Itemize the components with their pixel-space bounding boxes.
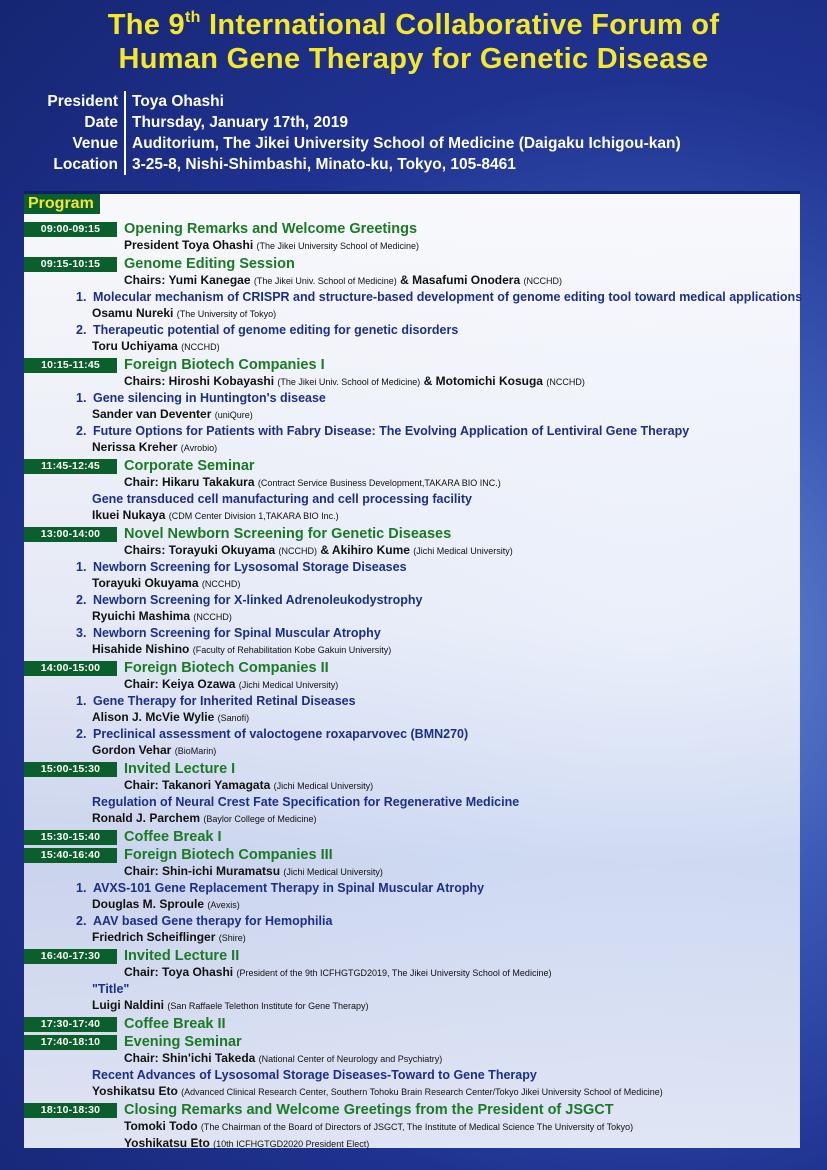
session-speaker: Tomoki Todo (The Chairman of the Board of Directors of JSGCT, The Institute of Medical Science The University of Tokyo)	[124, 1119, 634, 1133]
session-title: Coffee Break II	[124, 1016, 226, 1032]
session-chair: Chair: Shin'ichi Takeda (National Center of Neurology and Psychiatry)	[124, 1051, 443, 1065]
talk-speaker: Douglas M. Sproule (Avexis)	[92, 897, 240, 911]
session-time: 15:40-16:40	[24, 848, 117, 863]
session-title: Coffee Break I	[124, 829, 222, 845]
session-title: Foreign Biotech Companies III	[124, 847, 333, 863]
session-time: 10:15-11:45	[24, 358, 117, 373]
session-time: 09:15-10:15	[24, 257, 117, 272]
event-info	[0, 91, 681, 175]
talk-title: 2. Newborn Screening for X-linked Adrenoleukodystrophy	[76, 593, 423, 607]
session-invited-lecture-2	[24, 948, 800, 1014]
session-chair: Chair: Shin-ichi Muramatsu (Jichi Medical University)	[124, 864, 383, 878]
forum-title	[0, 8, 827, 76]
session-title: Invited Lecture I	[124, 761, 236, 777]
session-president: President Toya Ohashi (The Jikei University School of Medicine)	[124, 238, 420, 252]
program-heading: Program	[24, 194, 100, 214]
talk-speaker: Torayuki Okuyama (NCCHD)	[92, 576, 241, 590]
talk-title: 2. Preclinical assessment of valoctogene roxaparvovec (BMN270)	[76, 727, 469, 741]
session-coffee-break-1	[24, 829, 800, 845]
session-title: Invited Lecture II	[124, 948, 240, 964]
talk-title: 2. AAV based Gene therapy for Hemophilia	[76, 914, 333, 928]
talk-title: "Title"	[92, 982, 130, 996]
title-superscript: th	[184, 9, 201, 26]
session-title: Foreign Biotech Companies I	[124, 357, 325, 373]
session-evening-seminar	[24, 1034, 800, 1100]
talk-speaker: Sander van Deventer (uniQure)	[92, 407, 253, 421]
talk-speaker: Nerissa Kreher (Avrobio)	[92, 440, 218, 454]
talk-title: Regulation of Neural Crest Fate Specification for Regenerative Medicine	[92, 795, 520, 809]
session-chair: Chair: Keiya Ozawa (Jichi Medical University)	[124, 677, 339, 691]
session-chairs: Chairs: Hiroshi Kobayashi (The Jikei Univ. School of Medicine) & Motomichi Kosuga (NCCHD)	[124, 374, 585, 388]
session-chair: Chair: Takanori Yamagata (Jichi Medical University)	[124, 778, 374, 792]
talk-title: 1. Newborn Screening for Lysosomal Storage Diseases	[76, 560, 407, 574]
session-time: 18:10-18:30	[24, 1103, 117, 1118]
session-chairs: Chairs: Yumi Kanegae (The Jikei Univ. School of Medicine) & Masafumi Onodera (NCCHD)	[124, 273, 562, 287]
info-row-venue: Venue Auditorium, The Jikei University School of Medicine (Daigaku Ichigou-kan)	[72, 135, 681, 152]
session-foreign-biotech-2	[24, 660, 800, 759]
session-chairs: Chairs: Torayuki Okuyama (NCCHD) & Akihiro Kume (Jichi Medical University)	[124, 543, 513, 557]
program-panel	[24, 191, 803, 1150]
session-genome-editing	[24, 256, 803, 355]
session-speaker: Yoshikatsu Eto (10th ICFHGTGD2020 President Elect)	[124, 1136, 370, 1150]
talk-title: 1. AVXS-101 Gene Replacement Therapy in Spinal Muscular Atrophy	[76, 881, 485, 895]
talk-speaker: Ryuichi Mashima (NCCHD)	[92, 609, 232, 623]
talk-title: 1. Gene silencing in Huntington's disease	[76, 391, 326, 405]
talk-speaker: Gordon Vehar (BioMarin)	[92, 743, 217, 757]
talk-speaker: Ronald J. Parchem (Baylor College of Medicine)	[92, 811, 317, 825]
session-title: Corporate Seminar	[124, 458, 255, 474]
talk-title: 1. Molecular mechanism of CRISPR and structure-based development of genome editing tool toward medical applications	[76, 290, 803, 304]
session-title: Novel Newborn Screening for Genetic Diseases	[124, 526, 452, 542]
session-time: 15:00-15:30	[24, 762, 117, 777]
info-divider	[124, 112, 126, 133]
title-line-1: The 9th International Collaborative Forum of	[107, 9, 720, 41]
info-row-date: Date Thursday, January 17th, 2019	[84, 114, 348, 131]
talk-speaker: Friedrich Scheiflinger (Shire)	[92, 930, 246, 944]
session-title: Closing Remarks and Welcome Greetings from the President of JSGCT	[124, 1102, 614, 1118]
session-time: 09:00-09:15	[24, 222, 117, 237]
talk-title: 2. Therapeutic potential of genome editing for genetic disorders	[76, 323, 459, 337]
talk-speaker: Luigi Naldini (San Raffaele Telethon Institute for Gene Therapy)	[92, 998, 369, 1012]
session-foreign-biotech-1	[24, 357, 800, 456]
title-line-2: Human Gene Therapy for Genetic Disease	[118, 43, 709, 75]
talk-title: 1. Gene Therapy for Inherited Retinal Diseases	[76, 694, 356, 708]
session-chair: Chair: Hikaru Takakura (Contract Service Business Development,TAKARA BIO INC.)	[124, 475, 501, 489]
info-divider	[124, 91, 126, 112]
talk-speaker: Alison J. McVie Wylie (Sanofi)	[92, 710, 250, 724]
talk-speaker: Toru Uchiyama (NCCHD)	[92, 339, 220, 353]
talk-speaker: Osamu Nureki (The University of Tokyo)	[92, 306, 277, 320]
session-time: 13:00-14:00	[24, 527, 117, 542]
talk-title: Recent Advances of Lysosomal Storage Diseases-Toward to Gene Therapy	[92, 1068, 537, 1082]
talk-title: 2. Future Options for Patients with Fabry Disease: The Evolving Application of Lentiviral Gene Therapy	[76, 424, 690, 438]
session-foreign-biotech-3	[24, 847, 800, 946]
session-chair: Chair: Toya Ohashi (President of the 9th ICFHGTGD2019, The Jikei University School of Medicine)	[124, 965, 552, 979]
info-divider	[124, 154, 126, 175]
session-title: Foreign Biotech Companies II	[124, 660, 329, 676]
talk-speaker: Yoshikatsu Eto (Advanced Clinical Research Center, Southern Tohoku Brain Research Center/Tokyo Jikei University School of Medicine)	[92, 1084, 663, 1098]
session-coffee-break-2	[24, 1016, 800, 1032]
session-title: Genome Editing Session	[124, 256, 295, 272]
session-corporate-seminar	[24, 458, 800, 524]
info-divider	[124, 133, 126, 154]
talk-title: Gene transduced cell manufacturing and cell processing facility	[92, 492, 472, 506]
session-time: 15:30-15:40	[24, 830, 117, 845]
session-time: 11:45-12:45	[24, 459, 117, 474]
session-title: Evening Seminar	[124, 1034, 242, 1050]
info-row-location: Location 3-25-8, Nishi-Shimbashi, Minato-ku, Tokyo, 105-8461	[53, 156, 516, 173]
session-time: 14:00-15:00	[24, 661, 117, 676]
session-closing	[24, 1102, 800, 1152]
program-list	[24, 221, 803, 1154]
session-time: 17:30-17:40	[24, 1017, 117, 1032]
session-opening	[24, 221, 800, 254]
session-title: Opening Remarks and Welcome Greetings	[124, 221, 418, 237]
talk-title: 3. Newborn Screening for Spinal Muscular Atrophy	[76, 626, 381, 640]
talk-speaker: Hisahide Nishino (Faculty of Rehabilitation Kobe Gakuin University)	[92, 642, 392, 656]
session-time: 16:40-17:30	[24, 949, 117, 964]
talk-speaker: Ikuei Nukaya (CDM Center Division 1,TAKARA BIO Inc.)	[92, 508, 339, 522]
session-time: 17:40-18:10	[24, 1035, 117, 1050]
session-invited-lecture-1	[24, 761, 800, 827]
session-newborn-screening	[24, 526, 800, 658]
info-row-president: President Toya Ohashi	[47, 93, 224, 110]
